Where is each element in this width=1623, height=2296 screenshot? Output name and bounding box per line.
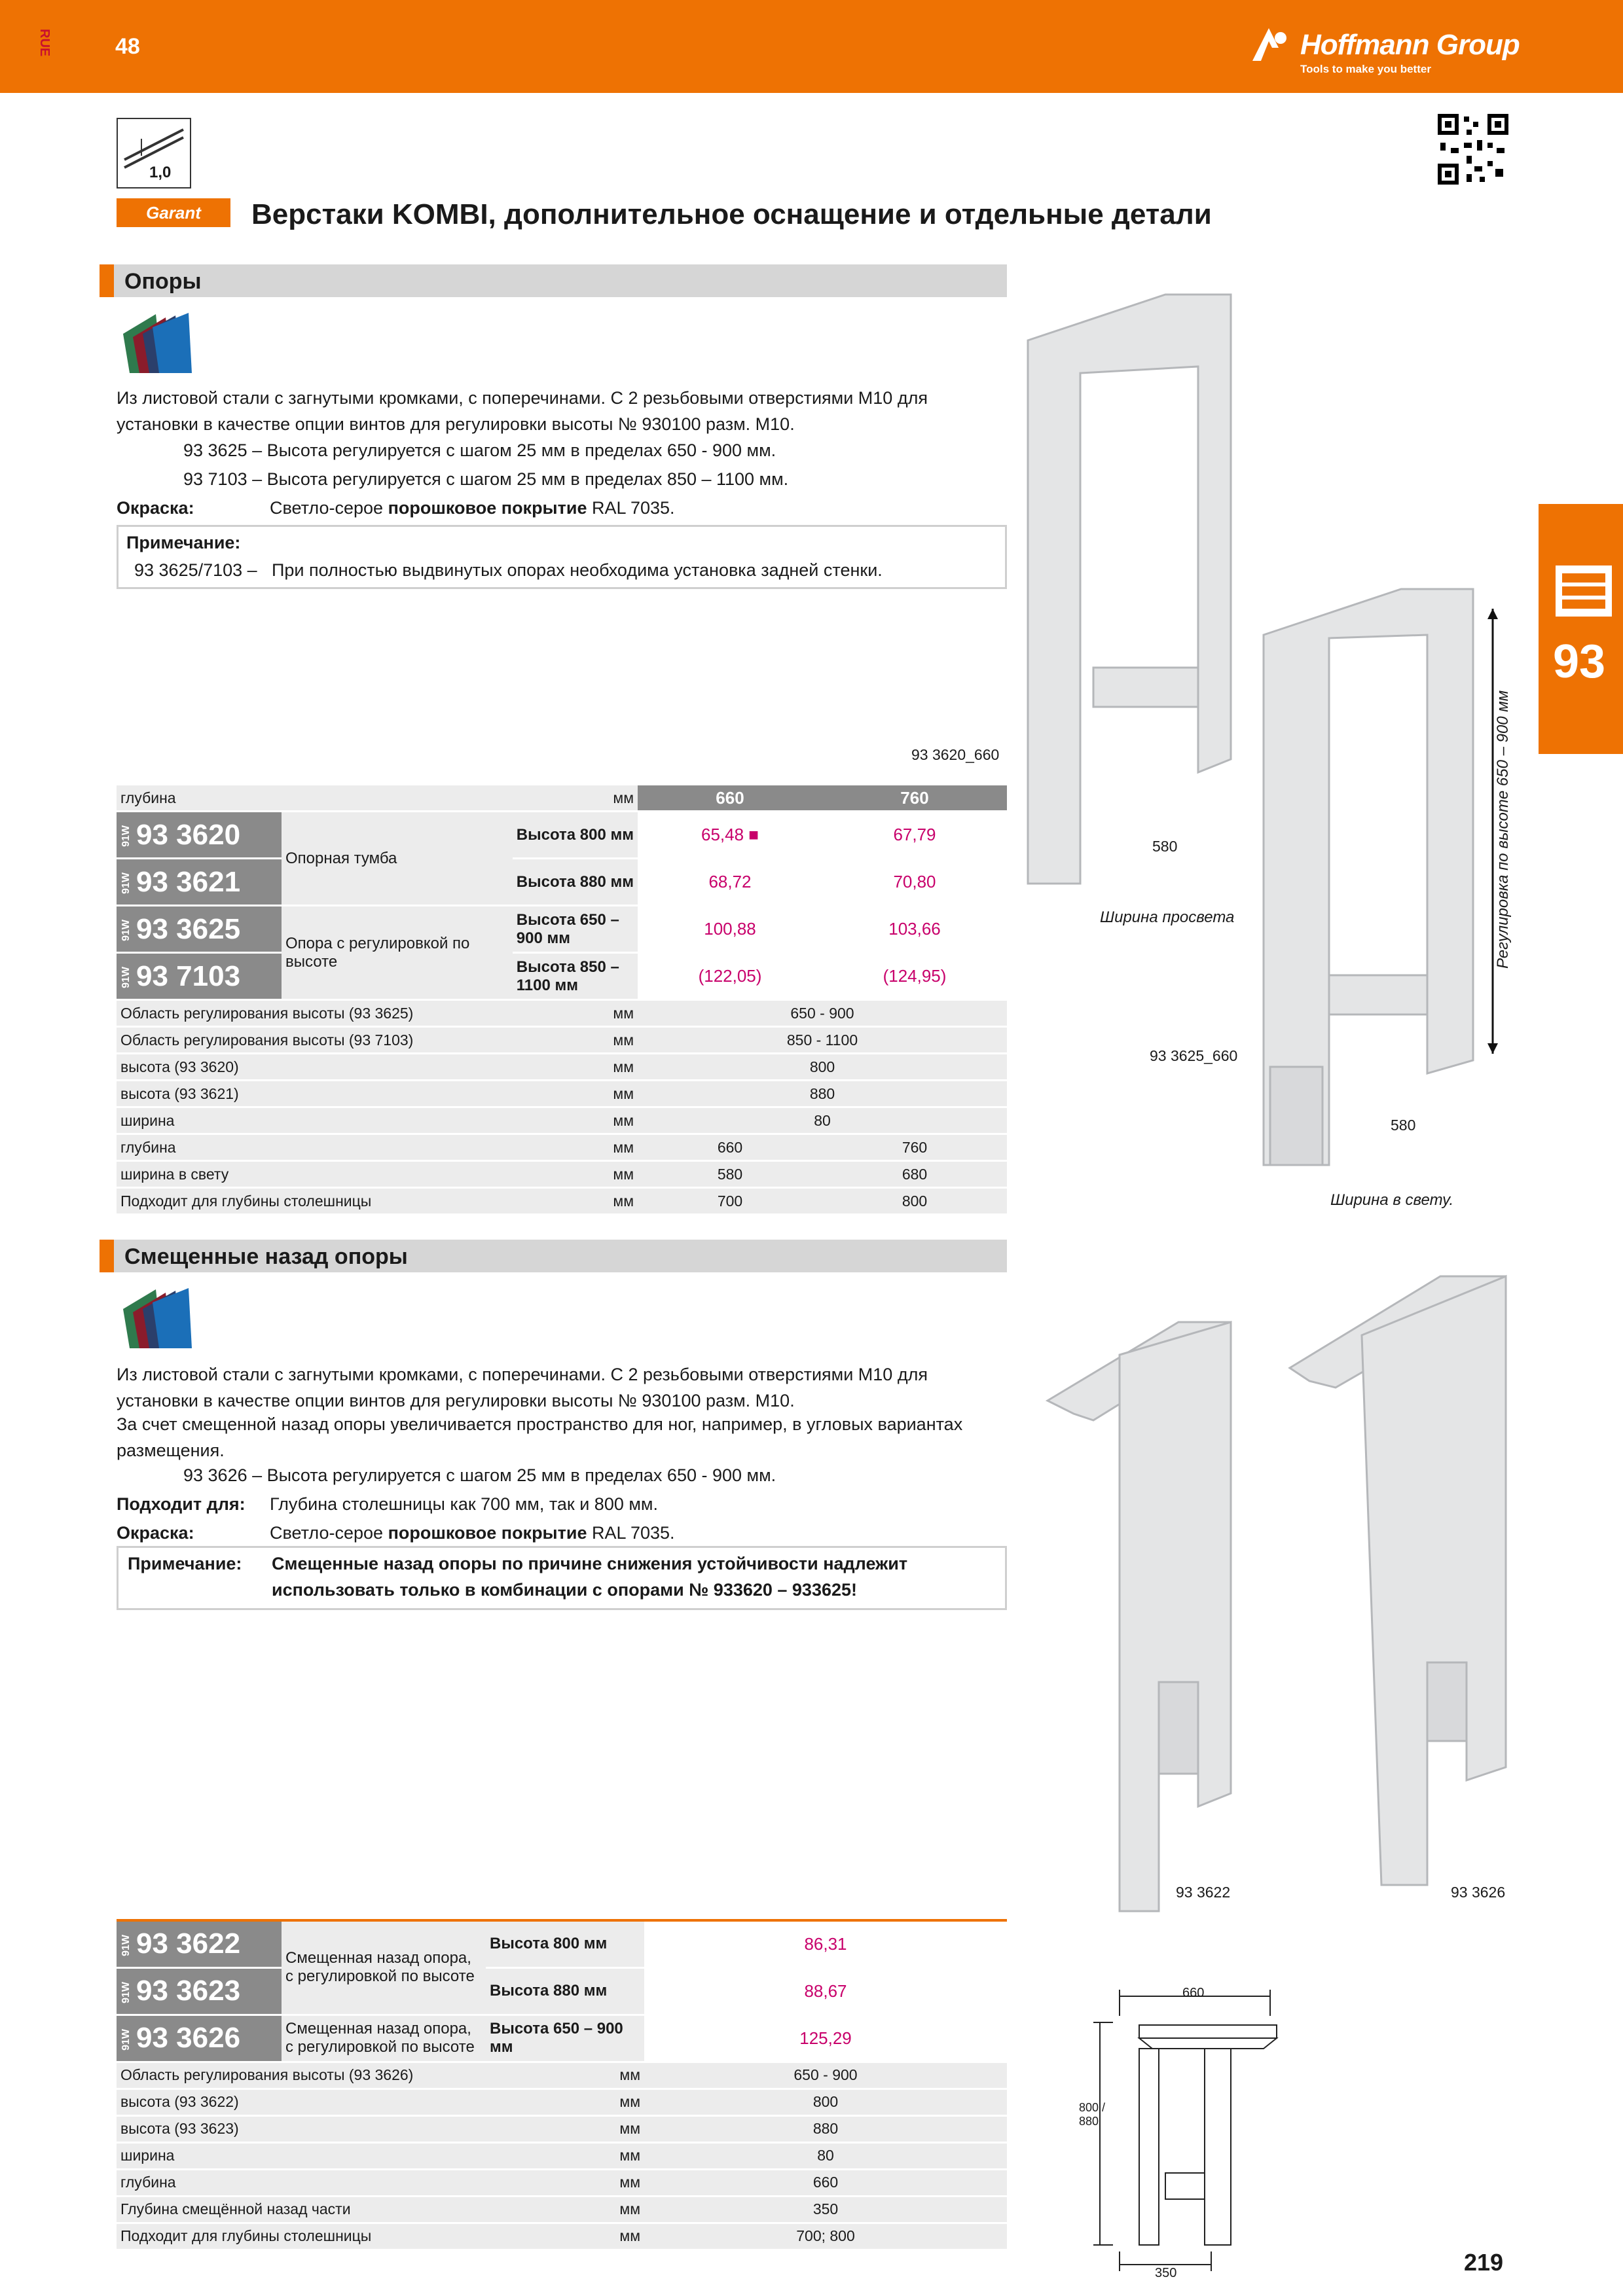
article-number: 91W 93 3622 <box>117 1920 282 1967</box>
article-number: 91W 93 3620 <box>117 812 282 859</box>
swatch-icon <box>117 308 195 383</box>
section2-note <box>117 1546 1007 1610</box>
article-height: Высота 650 – 900 мм <box>513 906 638 953</box>
article-height: Высота 800 мм <box>486 1920 644 1967</box>
table-row <box>117 2015 1007 2062</box>
table-row <box>117 812 1007 859</box>
offset-supports-image <box>1034 1270 1519 1918</box>
garant-label: Garant <box>146 203 201 223</box>
article-height: Высота 800 мм <box>513 812 638 859</box>
qr-code-icon <box>1438 114 1508 185</box>
thickness-label: 1,0 <box>149 164 172 181</box>
brand-name: Hoffmann Group <box>1300 29 1520 61</box>
table-row: ширина в свету мм 580 680 <box>117 1161 1007 1188</box>
price-cell: (124,95) <box>822 953 1007 1000</box>
table-row: высота (93 3621) мм 880 <box>117 1081 1007 1107</box>
page-reference: 48 <box>115 34 140 59</box>
table-row: глубина мм 660 760 <box>117 1134 1007 1161</box>
language-code: RUE <box>37 29 52 57</box>
caption-height-adjust: Регулировка по высоте 650 – 900 мм <box>1494 690 1512 969</box>
page-number: 219 <box>1464 2249 1504 2276</box>
price-cell: 125,29 <box>644 2015 1007 2062</box>
table-row: Глубина смещённой назад части мм 350 <box>117 2196 1007 2223</box>
height-arrow-icon <box>1486 609 1499 1054</box>
dim-580-b: 580 <box>1391 1117 1416 1134</box>
note-title: Примечание: <box>126 533 241 552</box>
garant-logo <box>117 198 230 227</box>
drawer-cabinet-icon <box>1554 564 1613 618</box>
hoffmann-logo-icon <box>1249 25 1295 64</box>
table-row <box>117 906 1007 953</box>
offset-supports-table <box>117 1919 1007 2251</box>
table-row: Область регулирования высоты (93 3626) мм 650 - 900 <box>117 2062 1007 2089</box>
table-row: Область регулирования высоты (93 7103) мм 850 - 1100 <box>117 1027 1007 1054</box>
price-cell: (122,05) <box>638 953 822 1000</box>
article-number: 91W 93 3623 <box>117 1967 282 2015</box>
chapter-tab <box>1539 504 1623 754</box>
table-row: ширина мм 80 <box>117 1107 1007 1134</box>
article-description: Смещенная назад опора, с регулировкой по высоте <box>282 1920 486 2015</box>
section1-item-2: 93 7103 – Высота регулируется с шагом 25 мм в пределах 850 – 1100 мм. <box>183 469 789 489</box>
note-text-1: Смещенные назад опоры по причине снижения устойчивости надлежит <box>272 1554 908 1573</box>
section1-item-1: 93 3625 – Высота регулируется с шагом 25 мм в пределах 650 - 900 мм. <box>183 440 776 460</box>
price-cell: 68,72 <box>638 859 822 906</box>
table-row: Подходит для глубины столешницы мм 700; 800 <box>117 2223 1007 2250</box>
caption-clear-width-a: Ширина просвета <box>1100 908 1235 926</box>
article-number: 91W 93 3621 <box>117 859 282 906</box>
col-760: 760 <box>822 785 1007 812</box>
article-number: 91W 93 3626 <box>117 2015 282 2062</box>
dim-580-a: 580 <box>1152 838 1178 855</box>
article-height: Высота 880 мм <box>486 1967 644 2015</box>
unit-label: мм <box>513 785 638 812</box>
price-cell: 65,48 ■ <box>638 812 822 859</box>
table-row: высота (93 3620) мм 800 <box>117 1054 1007 1081</box>
table-row <box>117 953 1007 1000</box>
table-row <box>117 1967 1007 2015</box>
section1-paint: Окраска: Светло-серое порошковое покрытие RAL 7035. <box>117 498 675 518</box>
section1-description: Из листовой стали с загнутыми кромками, с поперечинами. С 2 резьбовыми отверстиями M10 для установки в качестве опции винтов для регулировки высоты № 930100 разм. M10. <box>117 388 928 434</box>
table-row: глубина мм 660 <box>117 2169 1007 2196</box>
figure-label-3620: 93 3620_660 <box>911 746 1000 763</box>
price-cell: 100,88 <box>638 906 822 953</box>
table-row: высота (93 3623) мм 880 <box>117 2115 1007 2142</box>
note-text: При полностью выдвинутых опорах необходима установка задней стенки. <box>272 560 883 580</box>
table-row <box>117 1920 1007 1967</box>
article-number: 91W 93 7103 <box>117 953 282 1000</box>
swatch-icon <box>117 1283 195 1358</box>
table-row: Подходит для глубины столешницы мм 700 800 <box>117 1188 1007 1215</box>
drawing-dim-bottom: 350 <box>1155 2266 1177 2280</box>
article-height: Высота 880 мм <box>513 859 638 906</box>
caption-clear-width-b: Ширина в свету. <box>1330 1191 1454 1209</box>
section2-paint: Окраска: Светло-серое порошковое покрытие RAL 7035. <box>117 1523 675 1543</box>
note-text-2: использовать только в комбинации с опорами № 933620 – 933625! <box>272 1580 858 1600</box>
article-height: Высота 850 – 1100 мм <box>513 953 638 1000</box>
section-header-offset-supports <box>100 1240 1007 1272</box>
supports-table <box>117 785 1007 1215</box>
table-header-row <box>117 785 1007 812</box>
dimension-drawing <box>1074 1977 1296 2284</box>
section2-fits: Подходит для: Глубина столешницы как 700 мм, так и 800 мм. <box>117 1494 658 1514</box>
article-description: Опора с регулировкой по высоте <box>282 906 513 1000</box>
figure-label-3622: 93 3622 <box>1176 1884 1231 1901</box>
price-cell: 70,80 <box>822 859 1007 906</box>
article-height: Высота 650 – 900 мм <box>486 2015 644 2062</box>
table-row: высота (93 3622) мм 800 <box>117 2089 1007 2115</box>
article-description: Смещенная назад опора, с регулировкой по высоте <box>282 2015 486 2062</box>
thickness-icon <box>117 118 191 188</box>
drawing-dim-top: 660 <box>1182 1986 1205 2000</box>
page-title: Верстаки KOMBI, дополнительное оснащение и отдельные детали <box>251 198 1212 230</box>
chapter-number: 93 <box>1553 636 1606 688</box>
section2-description-2: За счет смещенной назад опоры увеличивается пространство для ног, например, в угловых вариантах размещения. <box>117 1414 963 1460</box>
drawing-dim-side: 800 / 880 <box>1079 2101 1106 2128</box>
support-frames-image <box>1021 288 1539 1217</box>
note-title: Примечание: <box>128 1554 242 1573</box>
col-660: 660 <box>638 785 822 812</box>
brand-tagline: Tools to make you better <box>1300 63 1431 75</box>
article-number: 91W 93 3625 <box>117 906 282 953</box>
price-cell: 67,79 <box>822 812 1007 859</box>
price-cell: 88,67 <box>644 1967 1007 2015</box>
section2-description: Из листовой стали с загнутыми кромками, с поперечинами. С 2 резьбовыми отверстиями M10 для установки в качестве опции винтов для регулировки высоты № 930100 разм. M10. <box>117 1365 928 1410</box>
figure-label-3626: 93 3626 <box>1451 1884 1506 1901</box>
article-description: Опорная тумба <box>282 812 513 906</box>
table-row <box>117 859 1007 906</box>
figure-label-3625: 93 3625_660 <box>1150 1047 1238 1064</box>
section-header-supports <box>100 264 1007 297</box>
price-cell: 103,66 <box>822 906 1007 953</box>
table-row: ширина мм 80 <box>117 2142 1007 2169</box>
price-cell: 86,31 <box>644 1920 1007 1967</box>
section-title: Смещенные назад опоры <box>124 1244 408 1269</box>
table-row: Область регулирования высоты (93 3625) мм 650 - 900 <box>117 1000 1007 1027</box>
section2-item: 93 3626 – Высота регулируется с шагом 25 мм в пределах 650 - 900 мм. <box>183 1465 776 1485</box>
note-code: 93 3625/7103 – <box>134 560 257 580</box>
depth-label: глубина <box>117 785 513 812</box>
section1-note <box>117 525 1007 589</box>
section-title: Опоры <box>124 269 202 294</box>
